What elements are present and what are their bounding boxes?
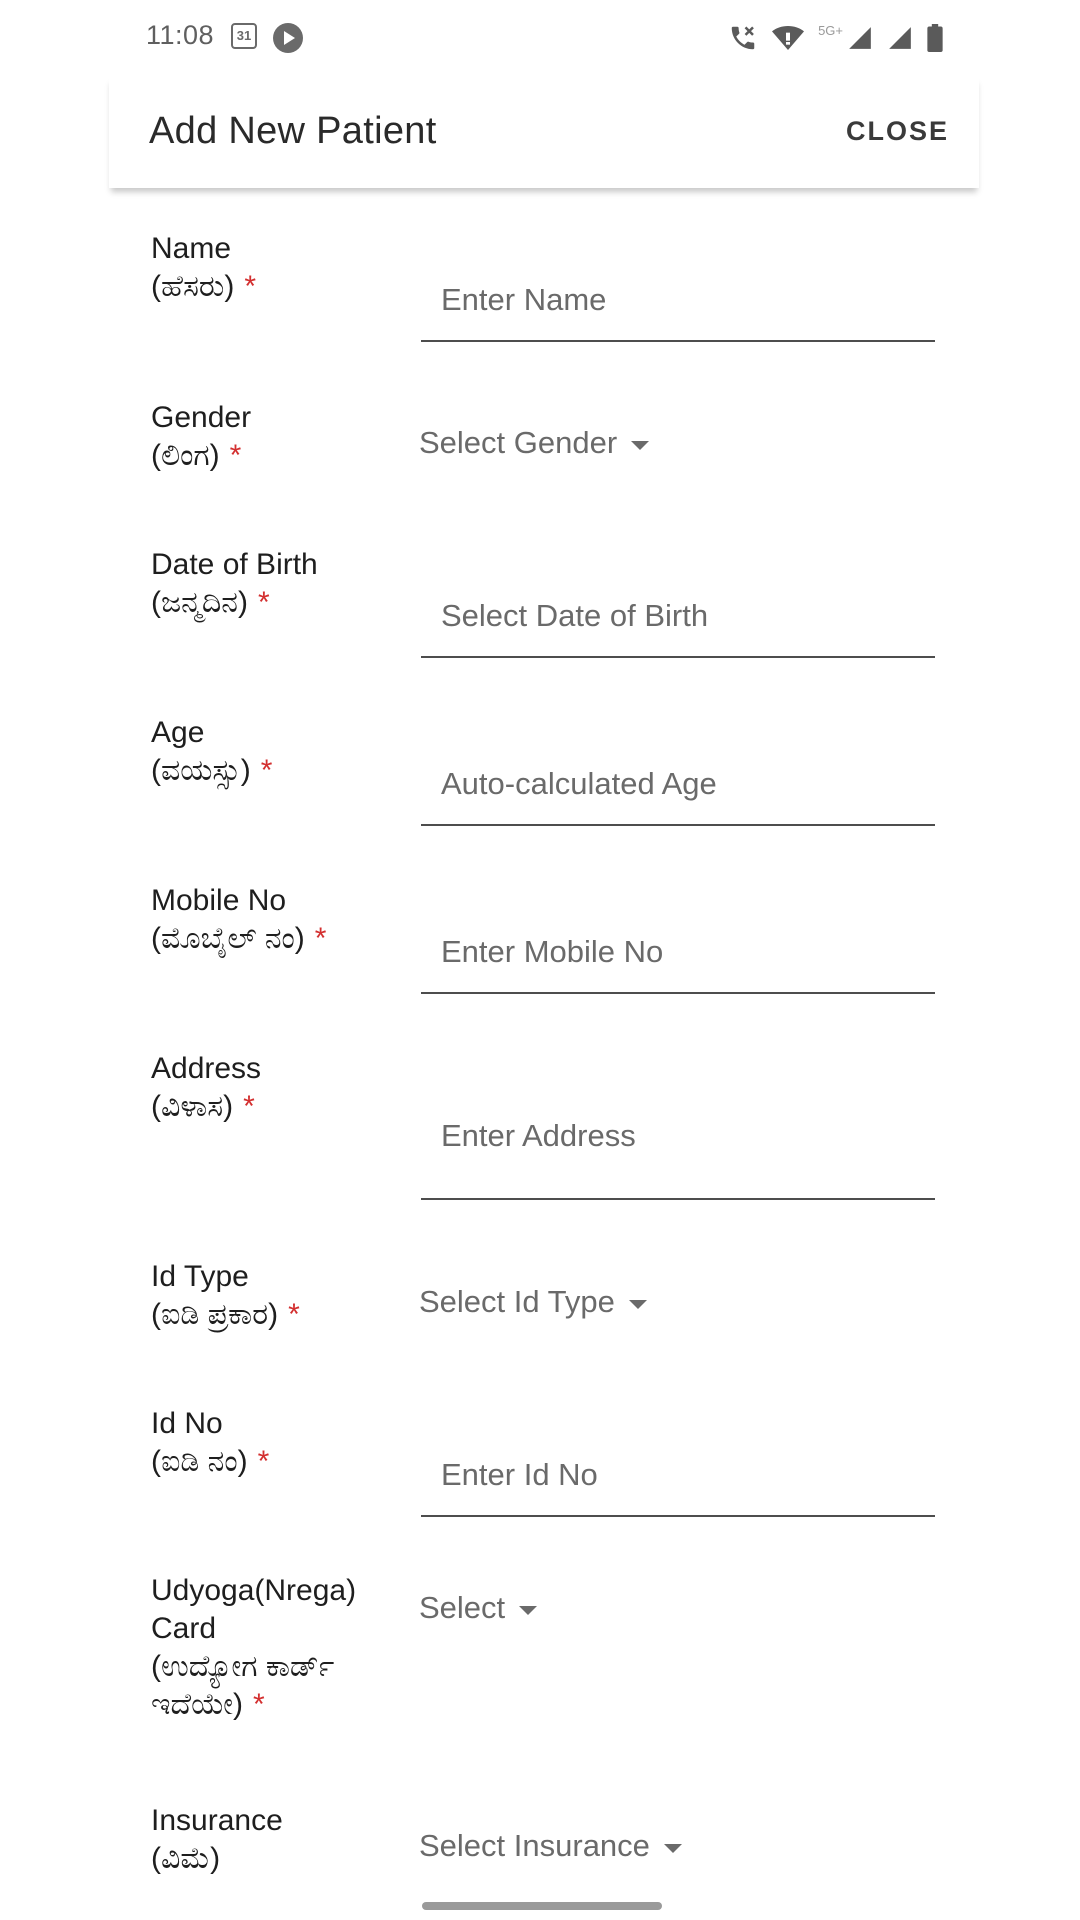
age-placeholder: Auto-calculated Age <box>441 766 717 801</box>
field-label-name <box>151 230 401 306</box>
id-no-placeholder: Enter Id No <box>441 1457 598 1492</box>
status-bar <box>0 0 1080 76</box>
label-text-kannada: ಇದೆಯೇ) <box>151 1688 244 1721</box>
chevron-down-icon <box>631 441 649 450</box>
mobile-input[interactable] <box>421 920 935 994</box>
required-asterisk: * <box>288 1298 300 1331</box>
label-text-kannada: (ಉದ್ಯೋಗ ಕಾರ್ಡ್ <box>151 1650 335 1683</box>
label-text: Gender <box>151 401 252 434</box>
name-placeholder: Enter Name <box>441 282 607 317</box>
dialog-header <box>109 76 979 188</box>
label-text-kannada: (ವಿಳಾಸ) <box>151 1090 234 1123</box>
gender-select[interactable] <box>419 421 649 465</box>
id-no-input[interactable] <box>421 1443 935 1517</box>
status-time: 11:08 <box>146 20 215 50</box>
name-input[interactable] <box>421 268 935 342</box>
field-label-id-type <box>151 1258 401 1334</box>
label-text: Date of Birth <box>151 548 318 581</box>
required-asterisk: * <box>229 439 242 472</box>
label-text-kannada: (ವಯಸ್ಸು) <box>151 754 251 787</box>
id-type-placeholder: Select Id Type <box>419 1284 615 1319</box>
label-text-kannada: (ಐಡಿ ಪ್ರಕಾರ) <box>151 1298 279 1331</box>
field-label-age <box>151 714 401 790</box>
chevron-down-icon <box>664 1844 682 1853</box>
network-type-badge: 5G+ <box>818 22 843 38</box>
signal-icon <box>887 25 913 51</box>
chevron-down-icon <box>519 1606 537 1615</box>
label-text: Id Type <box>151 1260 249 1293</box>
label-text-kannada: (ಹೆಸರು) <box>151 270 235 303</box>
label-text-kannada: (ಜನ್ಮದಿನ) <box>151 586 248 619</box>
required-asterisk: * <box>260 754 273 787</box>
wifi-icon <box>772 23 804 53</box>
label-text: Id No <box>151 1407 223 1440</box>
address-placeholder: Enter Address <box>441 1118 636 1153</box>
field-label-udyoga-card <box>151 1572 401 1724</box>
field-label-gender <box>151 399 401 475</box>
label-text-kannada: (ವಿಮೆ) <box>151 1842 221 1875</box>
label-text: Address <box>151 1052 262 1085</box>
udyoga-card-select[interactable] <box>419 1586 537 1630</box>
wifi-calling-icon <box>728 23 758 53</box>
dob-placeholder: Select Date of Birth <box>441 598 709 633</box>
label-text: Age <box>151 716 205 749</box>
signal-icon <box>847 25 873 51</box>
label-text: Card <box>151 1612 217 1645</box>
dob-input[interactable] <box>421 584 935 658</box>
required-asterisk: * <box>253 1688 265 1721</box>
field-label-address <box>151 1050 401 1126</box>
home-indicator[interactable] <box>422 1902 662 1910</box>
required-asterisk: * <box>243 1090 255 1123</box>
field-label-mobile <box>151 882 411 958</box>
label-text-kannada: (ಮೊಬೈಲ್ ನಂ) <box>151 922 305 955</box>
mobile-placeholder: Enter Mobile No <box>441 934 664 969</box>
play-icon <box>273 23 303 53</box>
address-input[interactable] <box>421 1072 935 1200</box>
field-label-insurance <box>151 1802 401 1878</box>
calendar-icon: 31 <box>231 23 257 49</box>
required-asterisk: * <box>257 1445 270 1478</box>
insurance-select[interactable] <box>419 1824 682 1868</box>
gender-placeholder: Select Gender <box>419 425 618 460</box>
id-type-select[interactable] <box>419 1280 647 1324</box>
label-text: Udyoga(Nrega) <box>151 1574 357 1607</box>
page-title: Add New Patient <box>149 110 437 152</box>
close-button[interactable]: CLOSE <box>845 116 949 146</box>
age-input[interactable] <box>421 752 935 826</box>
field-label-dob <box>151 546 401 622</box>
udyoga-card-placeholder: Select <box>419 1590 506 1625</box>
required-asterisk: * <box>244 270 256 303</box>
label-text: Mobile No <box>151 884 287 917</box>
insurance-placeholder: Select Insurance <box>419 1828 650 1863</box>
required-asterisk: * <box>314 922 327 955</box>
label-text-kannada: (ಲಿಂಗ) <box>151 439 220 472</box>
field-label-id-no <box>151 1405 401 1481</box>
status-icons <box>728 20 943 56</box>
chevron-down-icon <box>629 1300 647 1309</box>
label-text-kannada: (ಐಡಿ ನಂ) <box>151 1445 248 1478</box>
label-text: Name <box>151 232 232 265</box>
battery-icon <box>927 24 943 52</box>
required-asterisk: * <box>257 586 270 619</box>
label-text: Insurance <box>151 1804 283 1837</box>
